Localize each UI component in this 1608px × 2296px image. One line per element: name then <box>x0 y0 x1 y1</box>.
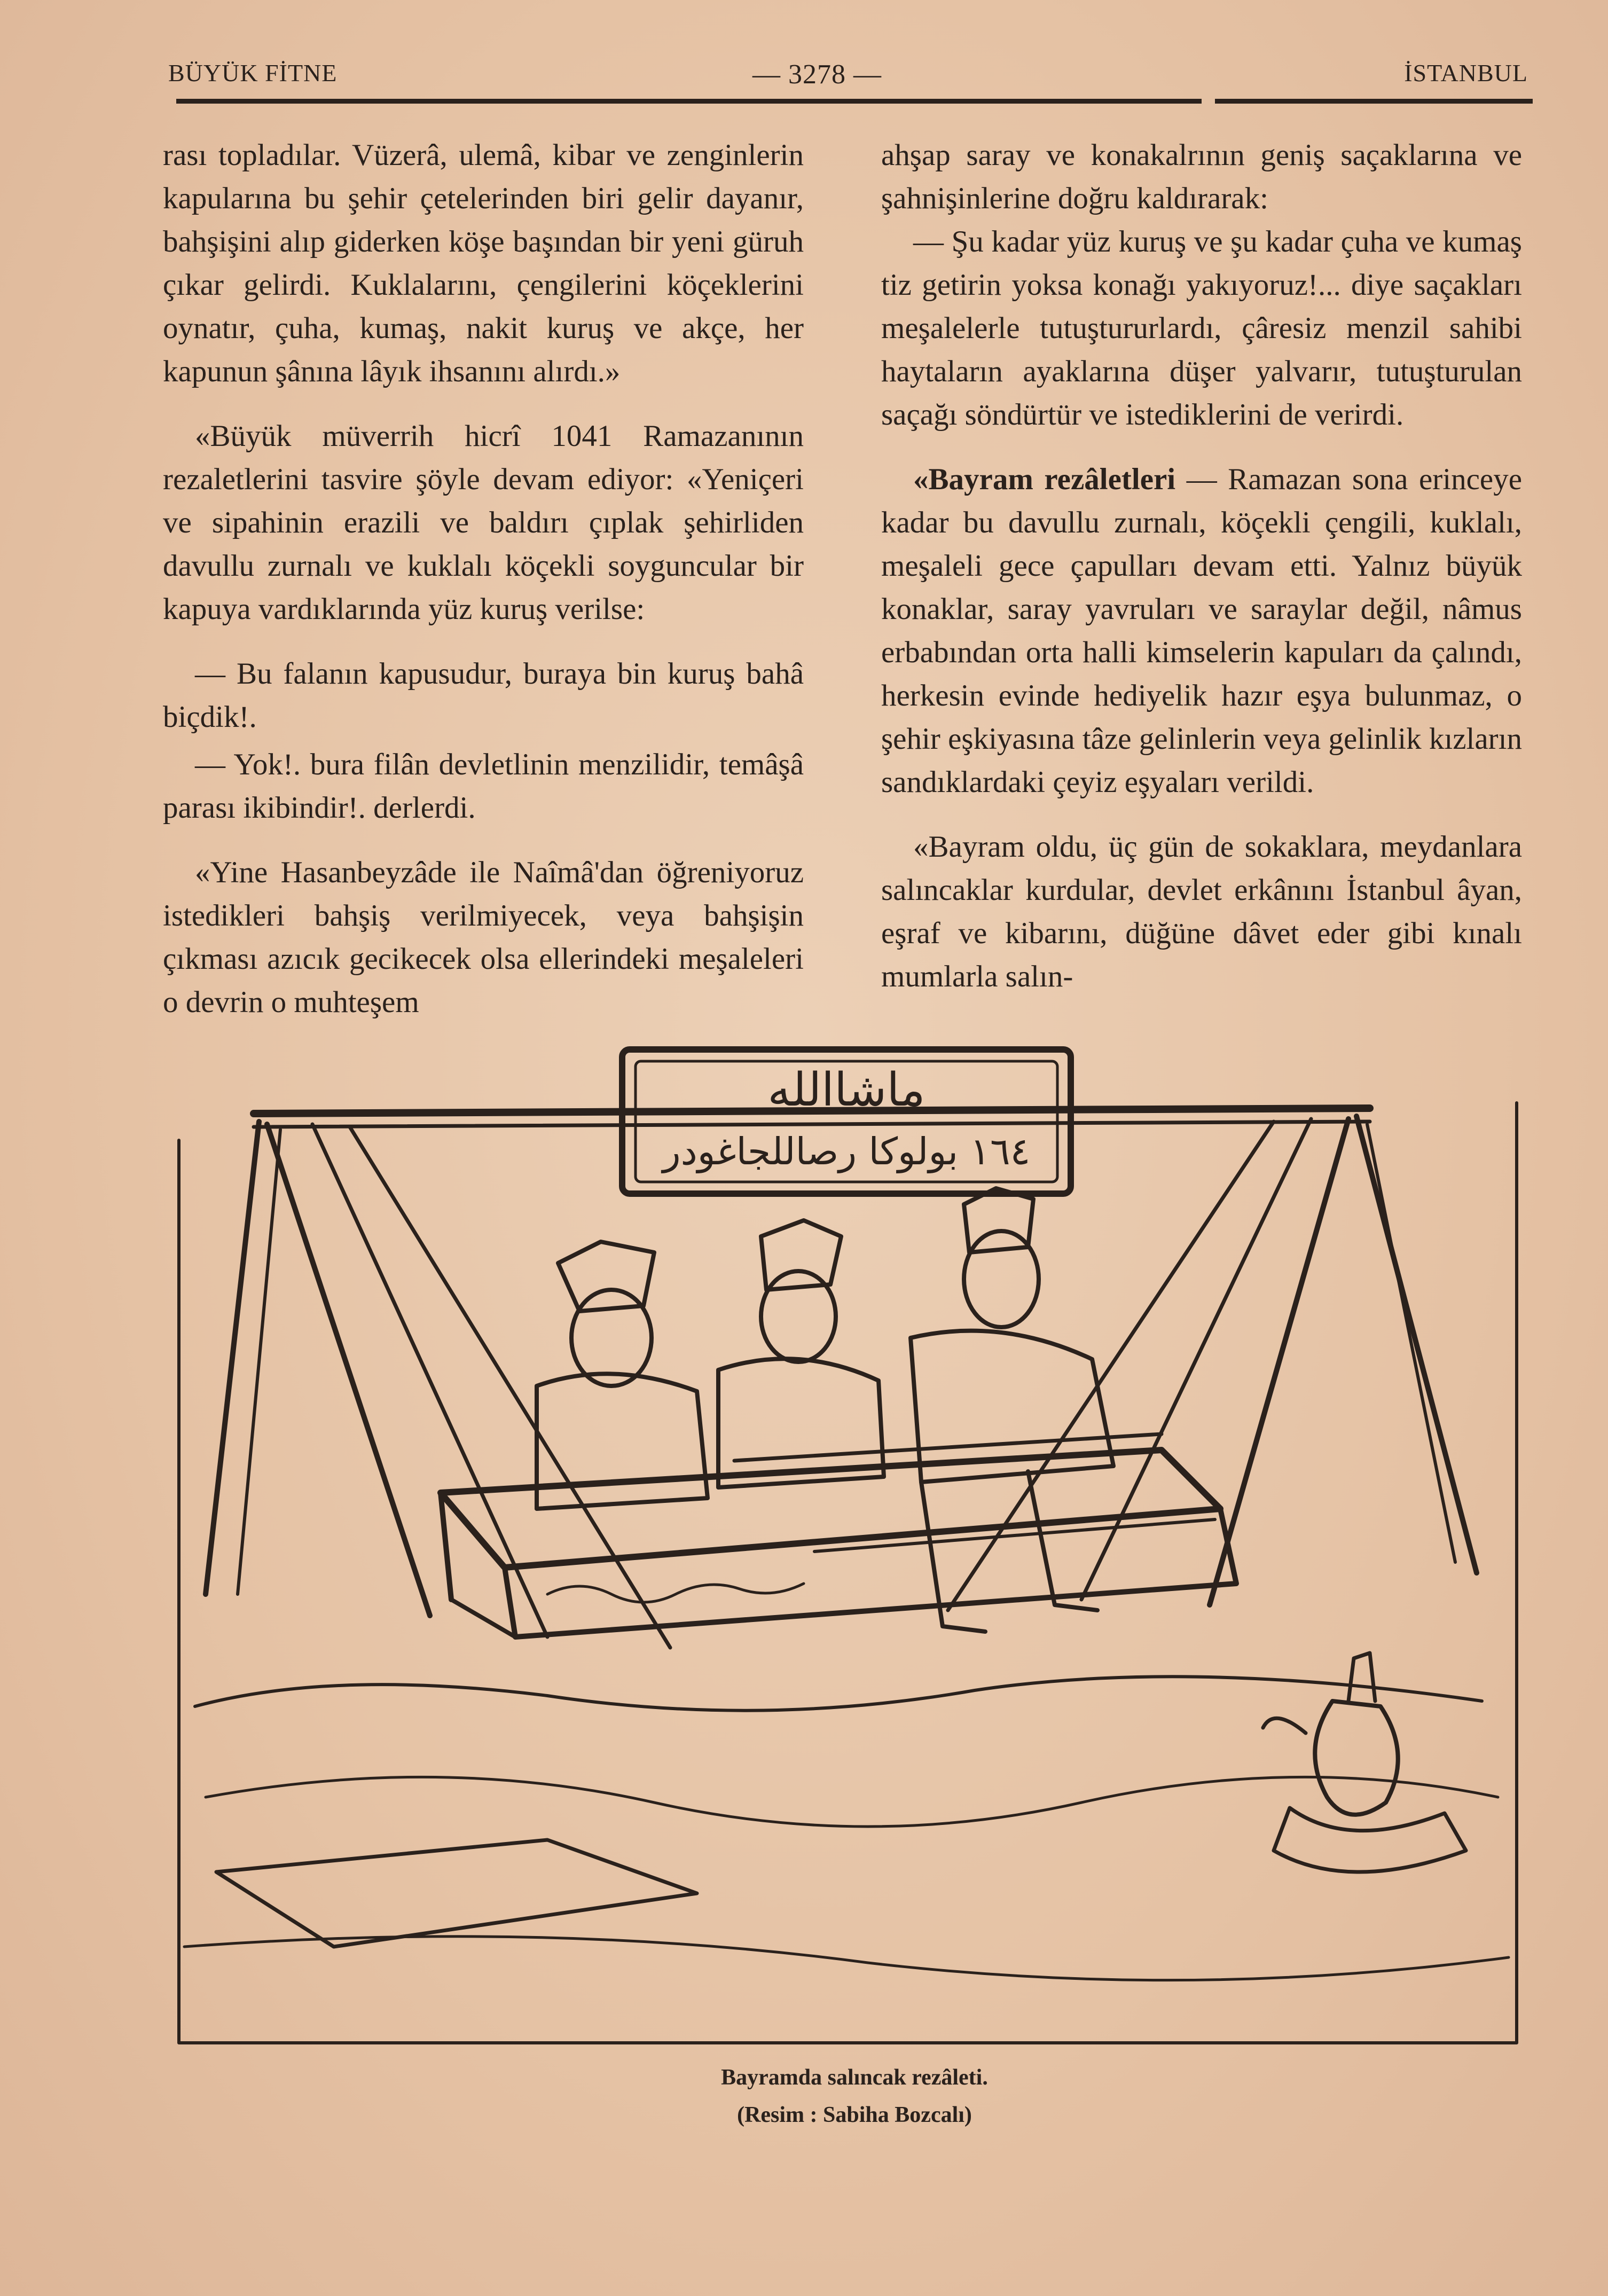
illustration <box>174 1039 1522 2048</box>
paragraph: «Yine Hasanbeyzâde ile Naîmâ'dan öğreniyoruz istedikleri bahşiş verilmiyecek, veya bahşişin çıkması azıcık gecikecek olsa ellerindeki meşaleleri o devrin o muhteşem <box>163 856 804 1019</box>
caption-title: Bayramda salıncak rezâleti. <box>721 2065 988 2090</box>
paragraph: «Büyük müverrih hicrî 1041 Ramazanının rezaletlerini tasvire şöyle devam ediyor: «Yeniçeri ve sipahinin erazili ve baldırı çıplak şehirliden davullu zurnalı ve kuklalı köçekli soyguncular bir kapuya vardıklarında yüz kuruş verilse: <box>163 419 804 626</box>
left-column <box>163 134 804 1045</box>
header-rule-right <box>1215 99 1533 104</box>
right-column <box>881 134 1522 1020</box>
section-title: İSTANBUL <box>1404 59 1528 87</box>
running-title: BÜYÜK FİTNE <box>168 59 338 87</box>
paragraph: — Bu falanın kapusudur, buraya bin kuruş bahâ biçdik!. <box>163 657 804 734</box>
sign-text-bottom: ١٦٤ بولوكا رصاللجاغودر <box>662 1130 1031 1173</box>
page-header <box>0 53 1608 107</box>
page-number: — 3278 — <box>752 59 882 90</box>
caption-credit: (Resim : Sabiha Bozcalı) <box>737 2103 972 2127</box>
paragraph-text: — Ramazan sona erinceye kadar bu davullu zurnalı, köçekli çengili, kuklalı, meşaleli gece çapulları devam etti. Yalnız büyük konaklar, saray yavruları ve saraylar değil, nâmus erbabından orta halli kimselerin kapuları da çalındı, herkesin evinde hediyelik hazır eşya bulunmaz, o şehir eşkiyasına tâze gelinlerin veya gelinlik kızların sandıklardaki çeyiz eşyaları verildi. <box>881 463 1522 799</box>
paragraph: — Yok!. bura filân devletlinin menzilidir, temâşâ parası ikibindir!. derlerdi. <box>163 748 804 825</box>
paragraph: rası topladılar. Vüzerâ, ulemâ, kibar ve zenginlerin kapularına bu şehir çetelerinden biri gelir dayanır, bahşişini alıp giderken köşe başından bir yeni güruh çıkar gelirdi. Kuklalarını, çengilerini köçeklerini oynatır, çuha, kumaş, nakit kuruş ve akçe, her kapunun şânına lâyık ihsanını alırdı.» <box>163 138 804 388</box>
paragraph: «Bayram oldu, üç gün de sokaklara, meydanlara salıncaklar kurdular, devlet erkânını İstanbul âyan, eşraf ve kibarını, düğüne dâvet eder gibi kınalı mumlarla salın- <box>881 830 1522 993</box>
paragraph: — Şu kadar yüz kuruş ve şu kadar çuha ve kumaş tiz getirin yoksa konağı yakıyoruz!... diye saçakları meşalelerle tutuştururlardı, çâresiz menzil sahibi haytaların ayaklarına düşer yalvarır, tutuşturulan saçağı söndürtür ve istediklerini de verirdi. <box>881 225 1522 432</box>
figure-caption <box>534 2059 1175 2134</box>
paragraph <box>881 458 1522 804</box>
paragraph: ahşap saray ve konakalrının geniş saçaklarına ve şahnişinlerine doğru kaldırarak: <box>881 138 1522 215</box>
sign-text-top: ماشاالله <box>767 1063 925 1117</box>
swing-illustration <box>174 1039 1522 2048</box>
section-heading: «Bayram rezâletleri <box>913 463 1176 496</box>
header-rule-left <box>176 99 1202 104</box>
